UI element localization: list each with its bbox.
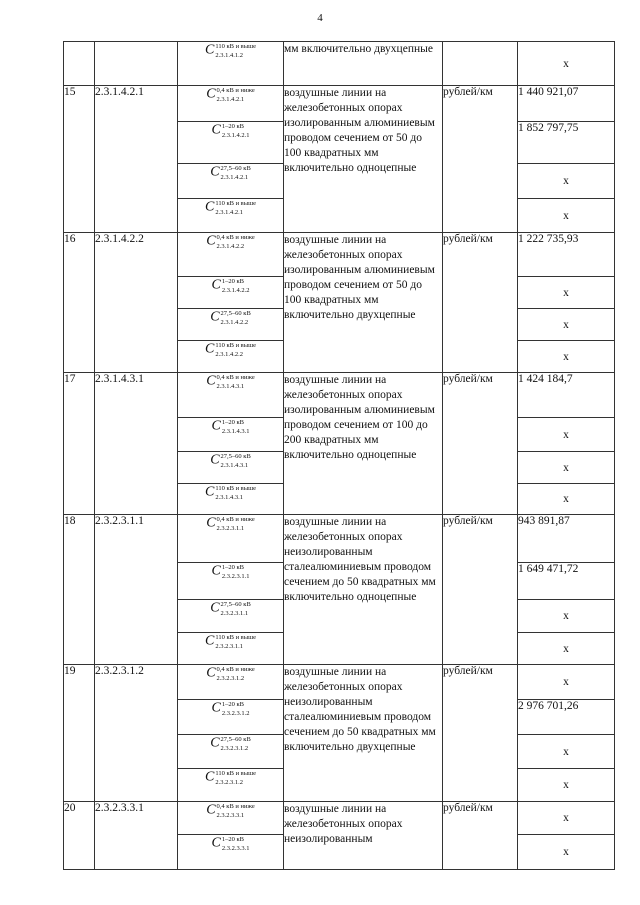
table-row bbox=[64, 233, 615, 277]
row-code: 2.3.1.4.2.2 bbox=[95, 233, 178, 373]
rate-symbol bbox=[205, 484, 256, 502]
voltage-class: 0,4 кВ и ниже bbox=[216, 87, 255, 94]
rate-code-index: 2.3.2.3.1.1 bbox=[215, 643, 243, 650]
rate-symbol bbox=[206, 233, 255, 251]
rate-value: 1 649 471,72 bbox=[518, 563, 615, 600]
rate-symbol-cell bbox=[178, 835, 284, 870]
rate-symbol-letter: C bbox=[204, 484, 215, 500]
rate-symbol-letter: C bbox=[206, 233, 216, 249]
rate-symbol-letter: C bbox=[204, 199, 215, 215]
rate-symbol bbox=[210, 600, 251, 618]
rate-value: 1 852 797,75 bbox=[518, 122, 615, 164]
rate-symbol-letter: C bbox=[204, 769, 215, 785]
tariff-table bbox=[63, 41, 615, 870]
rate-value: x bbox=[518, 309, 615, 341]
row-description: воздушные линии на железобетонных опорах неизолированным bbox=[284, 802, 443, 870]
voltage-class: 1–20 кВ bbox=[221, 701, 244, 708]
rate-symbol-letter: C bbox=[204, 42, 215, 58]
rate-symbol bbox=[212, 835, 250, 853]
rate-symbol-cell bbox=[178, 484, 284, 515]
rate-code-index: 2.3.2.3.1.1 bbox=[220, 610, 249, 617]
row-code: 2.3.2.3.1.2 bbox=[95, 665, 178, 802]
rate-value: x bbox=[518, 633, 615, 665]
voltage-class: 110 кВ и выше bbox=[215, 485, 257, 492]
rate-symbol bbox=[206, 86, 255, 104]
voltage-class: 0,4 кВ и ниже bbox=[216, 516, 255, 523]
rate-symbol bbox=[212, 700, 250, 718]
rate-symbol-letter: C bbox=[210, 452, 220, 468]
rate-code-index: 2.3.1.4.3.1 bbox=[221, 428, 250, 435]
rate-symbol-letter: C bbox=[211, 700, 221, 716]
rate-symbol-cell bbox=[178, 199, 284, 233]
rate-value: x bbox=[518, 769, 615, 802]
rate-symbol bbox=[212, 122, 250, 140]
rate-symbol-letter: C bbox=[211, 835, 221, 851]
rate-symbol-cell bbox=[178, 700, 284, 735]
rate-symbol-cell bbox=[178, 802, 284, 835]
rate-value: 1 222 735,93 bbox=[518, 233, 615, 277]
rate-symbol bbox=[205, 769, 256, 787]
rate-code-index: 2.3.2.3.3.1 bbox=[216, 812, 245, 819]
voltage-class: 27,5–60 кВ bbox=[220, 601, 251, 608]
rate-symbol-cell bbox=[178, 665, 284, 700]
rate-symbol-cell bbox=[178, 341, 284, 373]
rate-symbol-cell bbox=[178, 309, 284, 341]
rate-symbol bbox=[210, 735, 251, 753]
voltage-class: 110 кВ и выше bbox=[215, 634, 257, 641]
rate-value: x bbox=[518, 835, 615, 870]
rate-code-index: 2.3.1.4.2.2 bbox=[216, 243, 245, 250]
rate-value: 2 976 701,26 bbox=[518, 700, 615, 735]
rate-symbol bbox=[205, 199, 256, 217]
rate-symbol-cell bbox=[178, 633, 284, 665]
voltage-class: 110 кВ и выше bbox=[215, 342, 257, 349]
voltage-class: 1–20 кВ bbox=[221, 419, 244, 426]
rate-symbol-letter: C bbox=[210, 600, 220, 616]
table-row bbox=[64, 42, 615, 86]
rate-code-index: 2.3.2.3.1.2 bbox=[221, 710, 250, 717]
rate-symbol-letter: C bbox=[206, 373, 216, 389]
rate-symbol-letter: C bbox=[206, 86, 216, 102]
rate-symbol bbox=[210, 164, 251, 182]
page-number: 4 bbox=[317, 12, 323, 24]
rate-symbol-letter: C bbox=[211, 418, 221, 434]
rate-code-index: 2.3.1.4.2.2 bbox=[221, 287, 250, 294]
rate-value: 1 440 921,07 bbox=[518, 86, 615, 122]
rate-symbol-cell bbox=[178, 563, 284, 600]
rate-symbol bbox=[206, 802, 255, 820]
rate-code-index: 2.3.1.4.3.1 bbox=[216, 383, 245, 390]
voltage-class: 27,5–60 кВ bbox=[220, 165, 251, 172]
rate-symbol bbox=[212, 563, 250, 581]
rate-value: x bbox=[518, 199, 615, 233]
rate-code-index: 2.3.2.3.3.1 bbox=[221, 845, 250, 852]
rate-symbol-letter: C bbox=[211, 563, 221, 579]
voltage-class: 110 кВ и выше bbox=[215, 200, 257, 207]
rate-symbol-cell bbox=[178, 42, 284, 86]
table-row bbox=[64, 86, 615, 122]
voltage-class: 0,4 кВ и ниже bbox=[216, 666, 255, 673]
rate-symbol bbox=[205, 633, 256, 651]
row-unit: рублей/км bbox=[443, 373, 518, 515]
voltage-class: 1–20 кВ bbox=[221, 836, 244, 843]
rate-symbol-cell bbox=[178, 164, 284, 199]
rate-value: x bbox=[518, 665, 615, 700]
rate-code-index: 2.3.1.4.3.1 bbox=[215, 494, 243, 501]
row-number: 18 bbox=[64, 515, 95, 665]
row-number bbox=[64, 42, 95, 86]
voltage-class: 27,5–60 кВ bbox=[220, 453, 251, 460]
rate-symbol-cell bbox=[178, 277, 284, 309]
rate-value: x bbox=[518, 484, 615, 515]
rate-value: x bbox=[518, 802, 615, 835]
rate-code-index: 2.3.2.3.1.1 bbox=[216, 525, 245, 532]
rate-symbol-cell bbox=[178, 122, 284, 164]
row-number: 17 bbox=[64, 373, 95, 515]
rate-code-index: 2.3.1.4.2.2 bbox=[220, 319, 249, 326]
rate-symbol bbox=[210, 452, 251, 470]
rate-symbol-letter: C bbox=[204, 341, 215, 357]
rate-code-index: 2.3.1.4.3.1 bbox=[220, 462, 249, 469]
rate-symbol-cell bbox=[178, 233, 284, 277]
row-description: воздушные линии на железобетонных опорах неизолированным сталеалюминиевым проводом сечением до 50 квадратных мм включительно двухцепные bbox=[284, 665, 443, 802]
row-code: 2.3.2.3.3.1 bbox=[95, 802, 178, 870]
table-row bbox=[64, 665, 615, 700]
rate-symbol-letter: C bbox=[204, 633, 215, 649]
voltage-class: 110 кВ и выше bbox=[215, 770, 257, 777]
rate-symbol-cell bbox=[178, 86, 284, 122]
row-code: 2.3.2.3.1.1 bbox=[95, 515, 178, 665]
rate-code-index: 2.3.1.4.2.1 bbox=[221, 132, 250, 139]
rate-symbol-letter: C bbox=[210, 164, 220, 180]
row-number: 15 bbox=[64, 86, 95, 233]
rate-code-index: 2.3.2.3.1.1 bbox=[221, 573, 250, 580]
rate-symbol-cell bbox=[178, 418, 284, 452]
voltage-class: 1–20 кВ bbox=[221, 564, 244, 571]
rate-symbol bbox=[206, 515, 255, 533]
row-code bbox=[95, 42, 178, 86]
voltage-class: 0,4 кВ и ниже bbox=[216, 234, 255, 241]
rate-symbol-cell bbox=[178, 769, 284, 802]
row-unit: рублей/км bbox=[443, 515, 518, 665]
row-description: мм включительно двухцепные bbox=[284, 42, 443, 86]
rate-code-index: 2.3.2.3.1.2 bbox=[215, 779, 243, 786]
row-number: 20 bbox=[64, 802, 95, 870]
table-row bbox=[64, 515, 615, 563]
row-description: воздушные линии на железобетонных опорах неизолированным сталеалюминиевым проводом сечением до 50 квадратных мм включительно одноцепные bbox=[284, 515, 443, 665]
rate-code-index: 2.3.1.4.2.1 bbox=[216, 96, 245, 103]
row-unit: рублей/км bbox=[443, 233, 518, 373]
voltage-class: 27,5–60 кВ bbox=[220, 736, 251, 743]
rate-symbol bbox=[205, 341, 256, 359]
rate-code-index: 2.3.1.4.2.2 bbox=[215, 351, 243, 358]
table-row bbox=[64, 802, 615, 835]
rate-value: x bbox=[518, 600, 615, 633]
row-description: воздушные линии на железобетонных опорах изолированным алюминиевым проводом сечением от 50 до 100 квадратных мм включительно одноцепные bbox=[284, 86, 443, 233]
row-description: воздушные линии на железобетонных опорах изолированным алюминиевым проводом сечением от 50 до 100 квадратных мм включительно двухцепные bbox=[284, 233, 443, 373]
row-description: воздушные линии на железобетонных опорах изолированным алюминиевым проводом сечением от 100 до 200 квадратных мм включительно одноцепные bbox=[284, 373, 443, 515]
rate-symbol bbox=[205, 42, 256, 60]
voltage-class: 110 кВ и выше bbox=[215, 43, 257, 50]
rate-code-index: 2.3.1.4.2.1 bbox=[220, 174, 249, 181]
tariff-table-body bbox=[64, 42, 615, 870]
rate-value: x bbox=[518, 735, 615, 769]
voltage-class: 1–20 кВ bbox=[221, 123, 244, 130]
rate-value: x bbox=[518, 341, 615, 373]
rate-value: 1 424 184,7 bbox=[518, 373, 615, 418]
rate-value: x bbox=[518, 418, 615, 452]
rate-symbol bbox=[212, 418, 250, 436]
rate-symbol bbox=[206, 665, 255, 683]
rate-symbol-letter: C bbox=[210, 309, 220, 325]
rate-code-index: 2.3.1.4.2.1 bbox=[215, 209, 243, 216]
row-unit: рублей/км bbox=[443, 802, 518, 870]
rate-symbol-letter: C bbox=[210, 735, 220, 751]
rate-symbol bbox=[210, 309, 251, 327]
rate-value: x bbox=[518, 452, 615, 484]
row-code: 2.3.1.4.3.1 bbox=[95, 373, 178, 515]
table-row bbox=[64, 373, 615, 418]
row-unit: рублей/км bbox=[443, 86, 518, 233]
rate-symbol-letter: C bbox=[206, 802, 216, 818]
row-number: 16 bbox=[64, 233, 95, 373]
rate-code-index: 2.3.2.3.1.2 bbox=[220, 745, 249, 752]
rate-symbol-letter: C bbox=[211, 277, 221, 293]
row-unit: рублей/км bbox=[443, 665, 518, 802]
voltage-class: 0,4 кВ и ниже bbox=[216, 803, 255, 810]
rate-symbol-cell bbox=[178, 373, 284, 418]
rate-symbol-letter: C bbox=[206, 665, 216, 681]
rate-value: 943 891,87 bbox=[518, 515, 615, 563]
rate-value: x bbox=[518, 164, 615, 199]
rate-code-index: 2.3.1.4.1.2 bbox=[215, 52, 243, 59]
rate-value: x bbox=[518, 277, 615, 309]
rate-symbol-letter: C bbox=[211, 122, 221, 138]
rate-symbol-cell bbox=[178, 735, 284, 769]
row-code: 2.3.1.4.2.1 bbox=[95, 86, 178, 233]
row-unit bbox=[443, 42, 518, 86]
voltage-class: 1–20 кВ bbox=[221, 278, 244, 285]
rate-symbol-cell bbox=[178, 452, 284, 484]
rate-symbol bbox=[206, 373, 255, 391]
rate-code-index: 2.3.2.3.1.2 bbox=[216, 675, 245, 682]
rate-symbol bbox=[212, 277, 250, 295]
rate-symbol-cell bbox=[178, 515, 284, 563]
voltage-class: 27,5–60 кВ bbox=[220, 310, 251, 317]
rate-value: x bbox=[518, 42, 615, 86]
voltage-class: 0,4 кВ и ниже bbox=[216, 374, 255, 381]
row-number: 19 bbox=[64, 665, 95, 802]
rate-symbol-letter: C bbox=[206, 515, 216, 531]
rate-symbol-cell bbox=[178, 600, 284, 633]
